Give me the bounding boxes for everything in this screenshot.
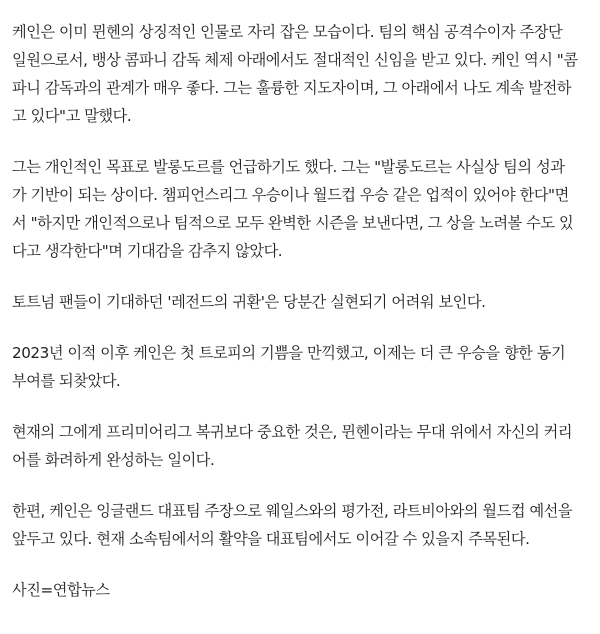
- paragraph-4: [12, 339, 588, 395]
- paragraph-line: 다고 생각한다"며 기대감을 감추지 않았다.: [12, 242, 283, 260]
- paragraph-1: [12, 18, 588, 130]
- paragraph-line: 고 있다"고 말했다.: [12, 107, 132, 125]
- paragraph-line: 서 "하지만 개인적으로나 팀적으로 모두 완벽한 시즌을 보낸다면, 그 상을 노려볼 수도 있: [12, 214, 574, 232]
- paragraph-line: 파니 감독과의 관계가 매우 좋다. 그는 훌륭한 지도자이며, 그 아래에서 나도 계속 발전하: [12, 79, 572, 97]
- paragraph-line: 2023년 이적 이후 케인은 첫 트로피의 기쁨을 만끽했고, 이제는 더 큰 우승을 향한 동기: [12, 344, 566, 362]
- paragraph-5: [12, 418, 588, 474]
- paragraph-3: [12, 288, 588, 316]
- paragraph-line: 토트넘 팬들이 기대하던 '레전드의 귀환'은 당분간 실현되기 어려워 보인다.: [12, 293, 486, 311]
- paragraph-line: 가 기반이 되는 상이다. 챔피언스리그 우승이나 월드컵 우승 같은 업적이 있어야 한다"면: [12, 186, 569, 204]
- paragraph-2: [12, 153, 588, 265]
- photo-credit: 사진=연합뉴스: [12, 581, 110, 599]
- paragraph-line: 한편, 케인은 잉글랜드 대표팀 주장으로 웨일스와의 평가전, 라트비아와의 월드컵 예선을: [12, 502, 573, 520]
- paragraph-line: 그는 개인적인 목표로 발롱도르를 언급하기도 했다. 그는 "발롱도르는 사실상 팀의 성과: [12, 158, 565, 176]
- paragraph-line: 현재의 그에게 프리미어리그 복귀보다 중요한 것은, 뮌헨이라는 무대 위에서 자신의 커리: [12, 423, 573, 441]
- paragraph-line: 케인은 이미 뮌헨의 상징적인 인물로 자리 잡은 모습이다. 팀의 핵심 공격수이자 주장단: [12, 23, 563, 41]
- paragraph-line: 일원으로서, 뱅상 콤파니 감독 체제 아래에서도 절대적인 신임을 받고 있다. 케인 역시 "콤: [12, 51, 578, 69]
- paragraph-6: [12, 497, 588, 553]
- paragraph-line: 부여를 되찾았다.: [12, 372, 121, 390]
- paragraph-line: 어를 화려하게 완성하는 일이다.: [12, 451, 215, 469]
- paragraph-line: 앞두고 있다. 현재 소속팀에서의 활약을 대표팀에서도 이어갈 수 있을지 주목된다.: [12, 530, 530, 548]
